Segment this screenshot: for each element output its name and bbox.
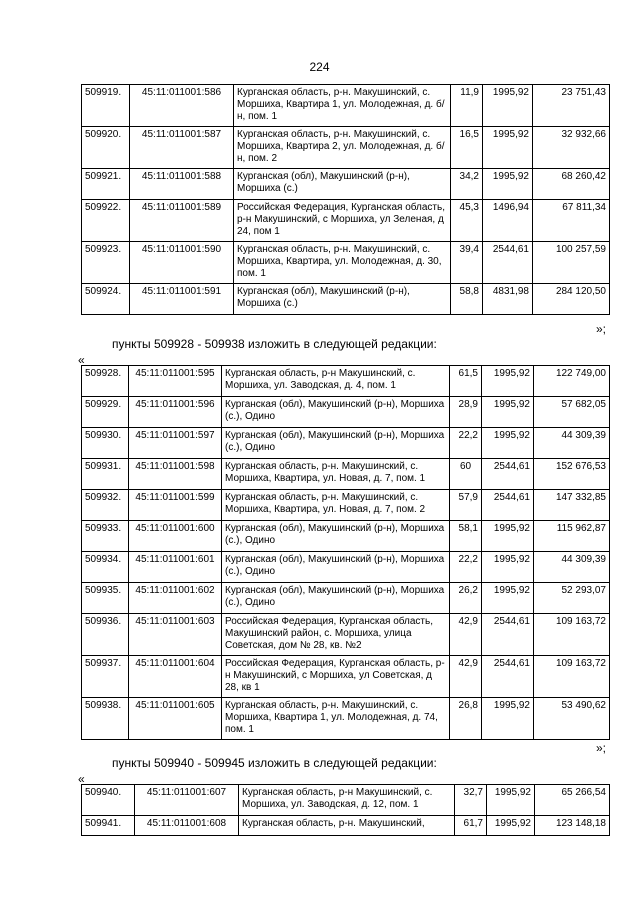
cadastral-number: 45:11:011001:601 bbox=[129, 552, 222, 583]
row-number: 509941. bbox=[82, 816, 135, 836]
table-row bbox=[82, 127, 610, 169]
unit-price: 2544,61 bbox=[483, 242, 533, 284]
unit-price: 1995,92 bbox=[483, 85, 533, 127]
cadastral-value: 44 309,39 bbox=[534, 428, 610, 459]
address: Курганская область, р-н. Макушинский, bbox=[239, 816, 455, 836]
cadastral-value: 100 257,59 bbox=[533, 242, 610, 284]
area: 39,4 bbox=[451, 242, 483, 284]
address: Курганская область, р-н Макушинский, с. Моршиха, ул. Заводская, д. 4, пом. 1 bbox=[222, 366, 450, 397]
closing-quote-mark: »; bbox=[596, 741, 607, 755]
opening-quote-mark: « bbox=[78, 353, 85, 367]
address: Курганская область, р-н. Макушинский, с. Моршиха, Квартира, ул. Новая, д. 7, пом. 1 bbox=[222, 459, 450, 490]
cadastral-number: 45:11:011001:591 bbox=[130, 284, 234, 315]
row-number: 509931. bbox=[82, 459, 129, 490]
cadastral-value: 284 120,50 bbox=[533, 284, 610, 315]
area: 28,9 bbox=[450, 397, 482, 428]
unit-price: 1995,92 bbox=[482, 397, 534, 428]
table-row bbox=[82, 490, 610, 521]
table-row bbox=[82, 428, 610, 459]
cadastral-value: 65 266,54 bbox=[535, 785, 610, 816]
cadastral-value: 67 811,34 bbox=[533, 200, 610, 242]
cadastral-number: 45:11:011001:587 bbox=[130, 127, 234, 169]
area: 57,9 bbox=[450, 490, 482, 521]
address: Курганская (обл), Макушинский (р-н), Моршиха (с.), Одино bbox=[222, 521, 450, 552]
page-number: 224 bbox=[309, 60, 330, 74]
cadastral-value: 115 962,87 bbox=[534, 521, 610, 552]
unit-price: 1995,92 bbox=[482, 521, 534, 552]
cadastral-value: 123 148,18 bbox=[535, 816, 610, 836]
table-row bbox=[82, 397, 610, 428]
unit-price: 1995,92 bbox=[482, 552, 534, 583]
unit-price: 2544,61 bbox=[482, 490, 534, 521]
table-row bbox=[82, 698, 610, 740]
table-row bbox=[82, 169, 610, 200]
cadastral-number: 45:11:011001:590 bbox=[130, 242, 234, 284]
unit-price: 1995,92 bbox=[482, 428, 534, 459]
cadastral-value: 122 749,00 bbox=[534, 366, 610, 397]
address: Курганская область, р-н Макушинский, с. Моршиха, ул. Заводская, д. 12, пом. 1 bbox=[239, 785, 455, 816]
unit-price: 1995,92 bbox=[483, 127, 533, 169]
table-row bbox=[82, 459, 610, 490]
unit-price: 1995,92 bbox=[487, 785, 535, 816]
table-row bbox=[82, 816, 610, 836]
address: Курганская (обл), Макушинский (р-н), Моршиха (с.), Одино bbox=[222, 397, 450, 428]
table-row bbox=[82, 85, 610, 127]
row-number: 509920. bbox=[82, 127, 130, 169]
address: Курганская область, р-н. Макушинский, с. Моршиха, Квартира, ул. Новая, д. 7, пом. 2 bbox=[222, 490, 450, 521]
table-row bbox=[82, 614, 610, 656]
unit-price: 1995,92 bbox=[483, 169, 533, 200]
table-row bbox=[82, 552, 610, 583]
cadastral-number: 45:11:011001:586 bbox=[130, 85, 234, 127]
area: 42,9 bbox=[450, 656, 482, 698]
table-row bbox=[82, 284, 610, 315]
row-number: 509921. bbox=[82, 169, 130, 200]
address: Курганская область, р-н. Макушинский, с. Моршиха, Квартира 1, ул. Молодежная, д. 74, пом. 1 bbox=[222, 698, 450, 740]
cadastral-number: 45:11:011001:599 bbox=[129, 490, 222, 521]
registry-table-2 bbox=[81, 365, 610, 740]
area: 58,8 bbox=[451, 284, 483, 315]
row-number: 509932. bbox=[82, 490, 129, 521]
cadastral-value: 57 682,05 bbox=[534, 397, 610, 428]
table-row bbox=[82, 656, 610, 698]
cadastral-value: 32 932,66 bbox=[533, 127, 610, 169]
area: 61,7 bbox=[455, 816, 487, 836]
area: 22,2 bbox=[450, 428, 482, 459]
cadastral-value: 109 163,72 bbox=[534, 614, 610, 656]
cadastral-value: 68 260,42 bbox=[533, 169, 610, 200]
area: 16,5 bbox=[451, 127, 483, 169]
cadastral-value: 152 676,53 bbox=[534, 459, 610, 490]
table-row bbox=[82, 785, 610, 816]
cadastral-number: 45:11:011001:588 bbox=[130, 169, 234, 200]
amendment-instruction: пункты 509928 - 509938 изложить в следующей редакции: bbox=[112, 337, 437, 351]
cadastral-number: 45:11:011001:608 bbox=[135, 816, 239, 836]
cadastral-value: 147 332,85 bbox=[534, 490, 610, 521]
cadastral-number: 45:11:011001:602 bbox=[129, 583, 222, 614]
row-number: 509938. bbox=[82, 698, 129, 740]
unit-price: 1995,92 bbox=[482, 698, 534, 740]
unit-price: 1995,92 bbox=[482, 366, 534, 397]
row-number: 509933. bbox=[82, 521, 129, 552]
area: 34,2 bbox=[451, 169, 483, 200]
cadastral-number: 45:11:011001:596 bbox=[129, 397, 222, 428]
address: Курганская (обл), Макушинский (р-н), Моршиха (с.), Одино bbox=[222, 428, 450, 459]
address: Российская Федерация, Курганская область, р-н Макушинский, с Моршиха, ул Зеленая, д 24, пом 1 bbox=[234, 200, 451, 242]
unit-price: 2544,61 bbox=[482, 459, 534, 490]
area: 26,8 bbox=[450, 698, 482, 740]
address: Курганская (обл), Макушинский (р-н), Моршиха (с.) bbox=[234, 169, 451, 200]
table-row bbox=[82, 200, 610, 242]
table-row bbox=[82, 366, 610, 397]
unit-price: 4831,98 bbox=[483, 284, 533, 315]
table-row bbox=[82, 583, 610, 614]
address: Курганская область, р-н. Макушинский, с. Моршиха, Квартира, ул. Молодежная, д. 30, пом. 1 bbox=[234, 242, 451, 284]
area: 42,9 bbox=[450, 614, 482, 656]
area: 60 bbox=[450, 459, 482, 490]
unit-price: 2544,61 bbox=[482, 614, 534, 656]
cadastral-number: 45:11:011001:589 bbox=[130, 200, 234, 242]
row-number: 509930. bbox=[82, 428, 129, 459]
unit-price: 1496,94 bbox=[483, 200, 533, 242]
cadastral-number: 45:11:011001:604 bbox=[129, 656, 222, 698]
area: 58,1 bbox=[450, 521, 482, 552]
row-number: 509929. bbox=[82, 397, 129, 428]
address: Курганская область, р-н. Макушинский, с. Моршиха, Квартира 1, ул. Молодежная, д. б/н, пом. 1 bbox=[234, 85, 451, 127]
unit-price: 1995,92 bbox=[482, 583, 534, 614]
row-number: 509935. bbox=[82, 583, 129, 614]
row-number: 509937. bbox=[82, 656, 129, 698]
row-number: 509928. bbox=[82, 366, 129, 397]
address: Курганская область, р-н. Макушинский, с. Моршиха, Квартира 2, ул. Молодежная, д. б/н, пом. 2 bbox=[234, 127, 451, 169]
area: 22,2 bbox=[450, 552, 482, 583]
cadastral-value: 109 163,72 bbox=[534, 656, 610, 698]
row-number: 509940. bbox=[82, 785, 135, 816]
address: Курганская (обл), Макушинский (р-н), Моршиха (с.) bbox=[234, 284, 451, 315]
address: Курганская (обл), Макушинский (р-н), Моршиха (с.), Одино bbox=[222, 552, 450, 583]
cadastral-value: 44 309,39 bbox=[534, 552, 610, 583]
cadastral-number: 45:11:011001:595 bbox=[129, 366, 222, 397]
amendment-instruction: пункты 509940 - 509945 изложить в следующей редакции: bbox=[112, 756, 437, 770]
cadastral-value: 53 490,62 bbox=[534, 698, 610, 740]
opening-quote-mark: « bbox=[78, 772, 85, 786]
unit-price: 2544,61 bbox=[482, 656, 534, 698]
row-number: 509919. bbox=[82, 85, 130, 127]
cadastral-number: 45:11:011001:607 bbox=[135, 785, 239, 816]
table-row bbox=[82, 242, 610, 284]
closing-quote-mark: »; bbox=[596, 322, 607, 336]
address: Курганская (обл), Макушинский (р-н), Моршиха (с.), Одино bbox=[222, 583, 450, 614]
area: 11,9 bbox=[451, 85, 483, 127]
registry-table-3 bbox=[81, 784, 610, 836]
area: 32,7 bbox=[455, 785, 487, 816]
row-number: 509934. bbox=[82, 552, 129, 583]
area: 61,5 bbox=[450, 366, 482, 397]
cadastral-number: 45:11:011001:598 bbox=[129, 459, 222, 490]
cadastral-value: 52 293,07 bbox=[534, 583, 610, 614]
row-number: 509923. bbox=[82, 242, 130, 284]
unit-price: 1995,92 bbox=[487, 816, 535, 836]
cadastral-number: 45:11:011001:603 bbox=[129, 614, 222, 656]
row-number: 509936. bbox=[82, 614, 129, 656]
registry-table-1 bbox=[81, 84, 610, 315]
row-number: 509922. bbox=[82, 200, 130, 242]
table-row bbox=[82, 521, 610, 552]
row-number: 509924. bbox=[82, 284, 130, 315]
cadastral-number: 45:11:011001:600 bbox=[129, 521, 222, 552]
cadastral-number: 45:11:011001:597 bbox=[129, 428, 222, 459]
area: 26,2 bbox=[450, 583, 482, 614]
cadastral-value: 23 751,43 bbox=[533, 85, 610, 127]
cadastral-number: 45:11:011001:605 bbox=[129, 698, 222, 740]
address: Российская Федерация, Курганская область, Макушинский район, с. Моршиха, улица Советская, дом № 28, кв. №2 bbox=[222, 614, 450, 656]
address: Российская Федерация, Курганская область, р-н Макушинский, с Моршиха, ул Советская, д 28, кв 1 bbox=[222, 656, 450, 698]
area: 45,3 bbox=[451, 200, 483, 242]
